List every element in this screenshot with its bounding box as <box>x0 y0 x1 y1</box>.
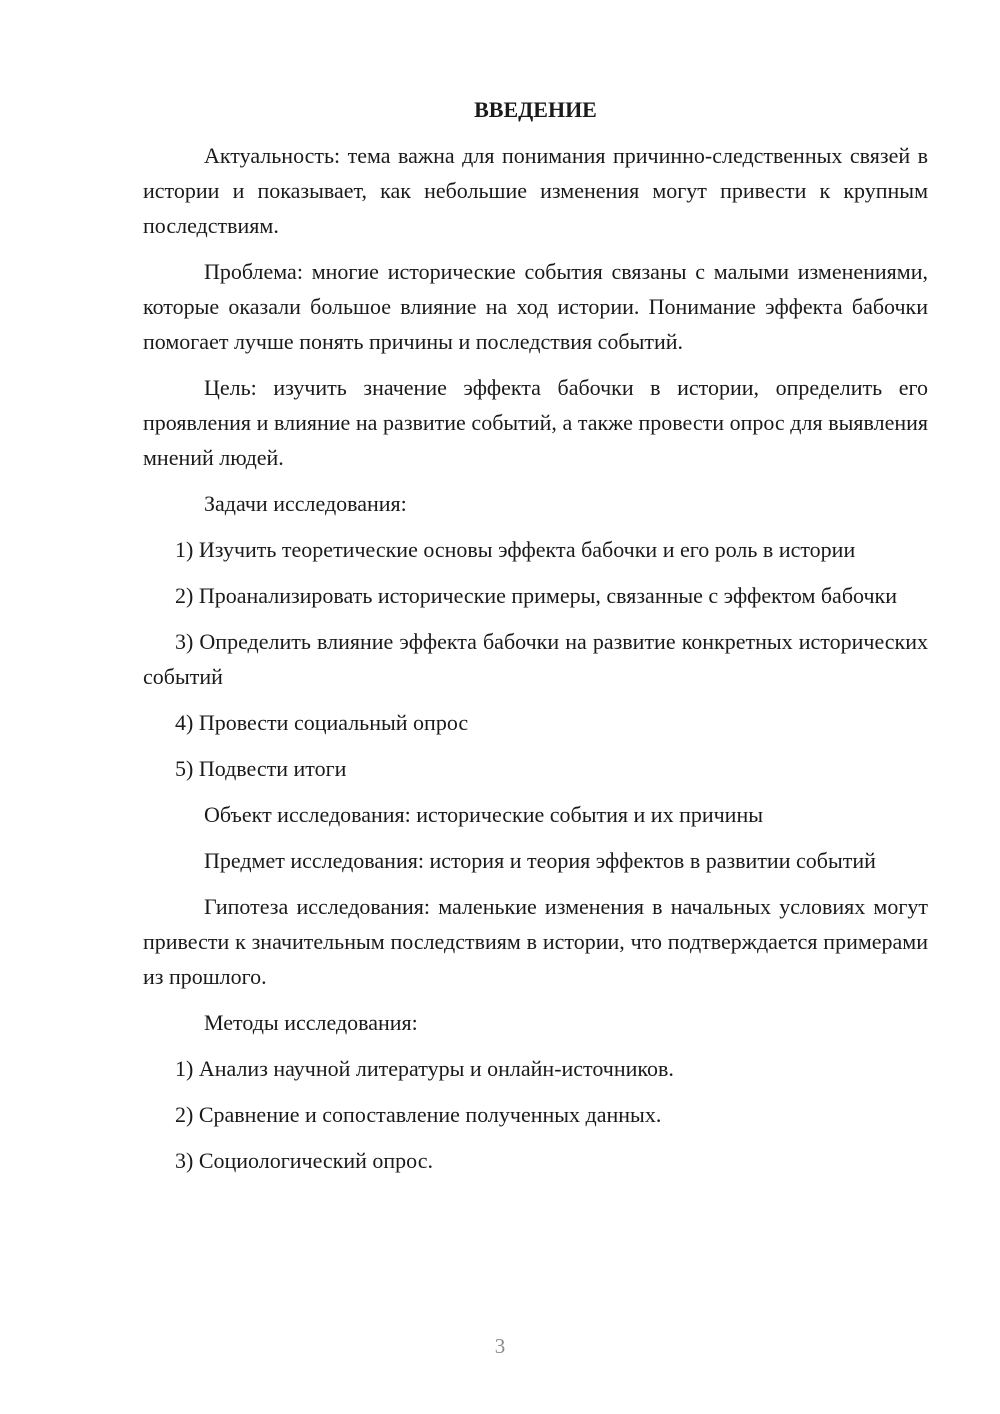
list-item-method: 1) Анализ научной литературы и онлайн-источников. <box>175 1056 674 1081</box>
list-item-method: 2) Сравнение и сопоставление полученных данных. <box>175 1102 662 1127</box>
list-item-method: 3) Социологический опрос. <box>175 1148 433 1173</box>
tasks-heading: Задачи исследования: <box>204 491 407 516</box>
page-number: 3 <box>494 1334 506 1358</box>
section-heading: ВВЕДЕНИЕ <box>474 97 597 122</box>
paragraph-relevance: Актуальность: тема важна для понимания причинно-следственных связей в истории и показывает, как небольшие изменения могут привести к крупным последствиям. <box>143 143 928 238</box>
page-content <box>143 92 928 1189</box>
paragraph-problem: Проблема: многие исторические события связаны с малыми изменениями, которые оказали большое влияние на ход истории. Понимание эффекта бабочки помогает лучше понять причины и последствия событий. <box>143 259 928 354</box>
paragraph-goal: Цель: изучить значение эффекта бабочки в истории, определить его проявления и влияние на развитие событий, а также провести опрос для выявления мнений людей. <box>143 375 928 470</box>
list-item-task: 5) Подвести итоги <box>175 756 347 781</box>
paragraph-hypothesis: Гипотеза исследования: маленькие изменения в начальных условиях могут привести к значительным последствиям в истории, что подтверждается примерами из прошлого. <box>143 894 928 989</box>
paragraph-object: Объект исследования: исторические события и их причины <box>204 802 764 827</box>
list-item-task: 4) Провести социальный опрос <box>175 710 469 735</box>
list-item-task: 3) Определить влияние эффекта бабочки на развитие конкретных исторических событий <box>143 629 928 689</box>
list-item-task: 2) Проанализировать исторические примеры, связанные с эффектом бабочки <box>175 583 897 608</box>
list-item-task: 1) Изучить теоретические основы эффекта бабочки и его роль в истории <box>175 537 856 562</box>
methods-heading: Методы исследования: <box>204 1010 418 1035</box>
paragraph-subject: Предмет исследования: история и теория эффектов в развитии событий <box>204 848 876 873</box>
